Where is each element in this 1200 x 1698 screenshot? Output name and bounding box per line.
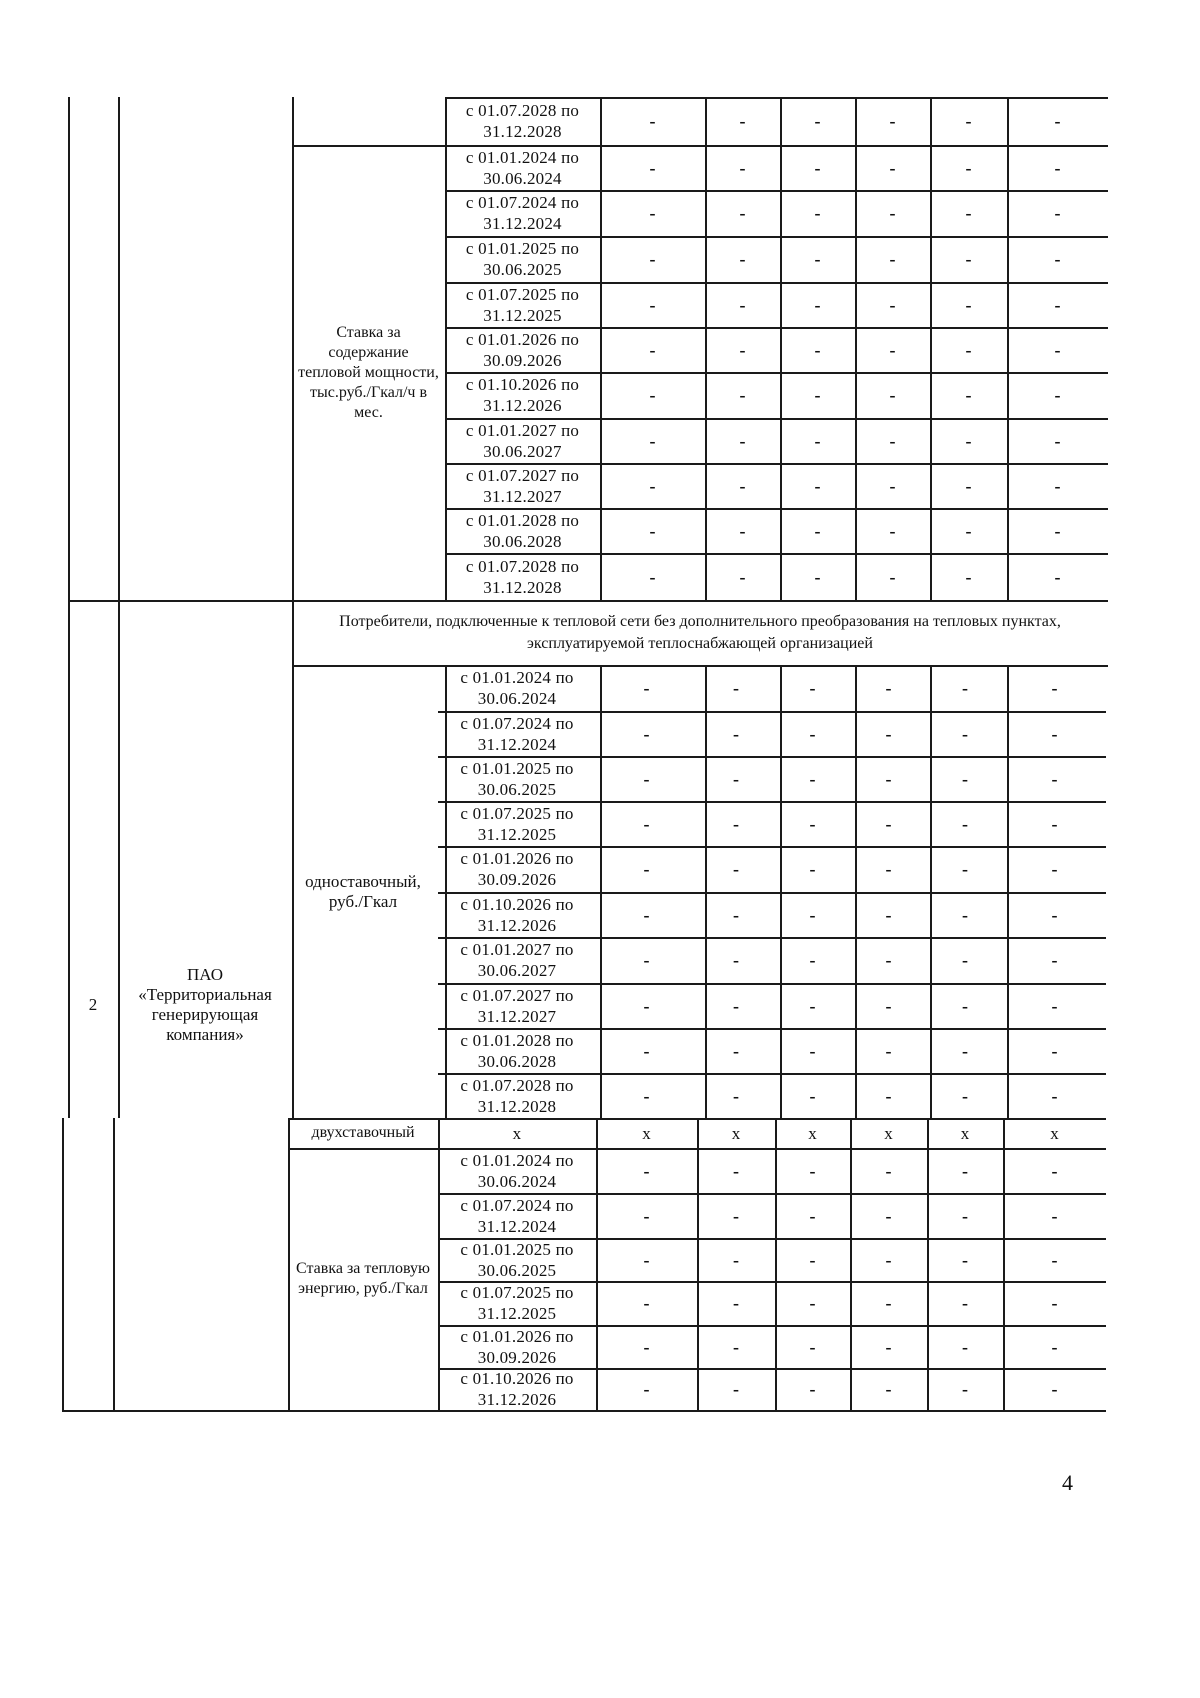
- tariff-value-cell: -: [885, 904, 892, 925]
- tariff-value-cell: -: [809, 1293, 816, 1313]
- tariff-value-cell: -: [733, 1085, 739, 1106]
- tariff-value-cell: -: [885, 950, 892, 970]
- tariff-value-cell: -: [643, 723, 650, 744]
- tariff-value-cell: -: [889, 294, 896, 315]
- table-border: [68, 600, 70, 1118]
- table-border: [438, 1118, 440, 1410]
- tariff-value-cell: x: [884, 1123, 893, 1143]
- tariff-value-cell: -: [965, 520, 972, 541]
- table-border: [855, 97, 857, 600]
- table-border: [930, 97, 932, 600]
- rate-label: Ставка за содержание тепловой мощности, тыс.руб./Гкал/ч в мес.: [298, 323, 439, 421]
- tariff-value-cell: -: [643, 813, 650, 834]
- tariff-value-cell: -: [885, 1293, 892, 1313]
- tariff-value-cell: -: [733, 1336, 739, 1357]
- tariff-value-cell: -: [733, 1040, 739, 1061]
- tariff-value-cell: -: [962, 1040, 968, 1061]
- table-border: [927, 1118, 929, 1410]
- table-border: [780, 97, 782, 600]
- tariff-value-cell: -: [885, 723, 892, 744]
- tariff-value-cell: -: [733, 813, 739, 834]
- tariff-value-cell: -: [733, 1379, 739, 1399]
- table-border: [445, 372, 1108, 374]
- tariff-value-cell: -: [965, 475, 972, 496]
- tariff-value-cell: -: [1051, 950, 1058, 970]
- tariff-value-cell: -: [814, 385, 821, 405]
- tariff-value-cell: -: [649, 203, 656, 223]
- tariff-value-cell: -: [962, 1205, 968, 1226]
- tariff-value-cell: -: [809, 859, 816, 879]
- table-border: [775, 1118, 777, 1410]
- tariff-value-cell: -: [733, 678, 739, 698]
- tariff-value-cell: -: [962, 995, 968, 1016]
- table-border: [445, 97, 1108, 99]
- tariff-value-cell: -: [885, 678, 892, 698]
- tariff-value-cell: -: [885, 1085, 892, 1106]
- tariff-value-cell: -: [962, 813, 968, 834]
- table-border: [62, 1410, 1106, 1412]
- tariff-value-cell: -: [649, 385, 656, 405]
- tariff-value-cell: -: [733, 995, 739, 1016]
- period-cell: с 01.01.2028 по 30.06.2028: [460, 1030, 574, 1071]
- tariff-value-cell: -: [1054, 157, 1061, 178]
- table-border: [1003, 1118, 1005, 1410]
- tariff-value-cell: -: [814, 111, 821, 131]
- tariff-value-cell: -: [889, 385, 896, 405]
- tariff-value-cell: -: [643, 950, 650, 970]
- tariff-value-cell: -: [885, 1040, 892, 1061]
- tariff-value-cell: -: [643, 678, 650, 698]
- tariff-value-cell: -: [965, 566, 972, 587]
- tariff-value-cell: -: [739, 520, 746, 541]
- tariff-value-cell: -: [814, 249, 821, 269]
- tariff-value-cell: -: [814, 339, 821, 360]
- period-cell: с 01.01.2026 по 30.09.2026: [460, 1326, 574, 1367]
- tariff-value-cell: -: [1054, 566, 1061, 587]
- table-border: [445, 97, 447, 600]
- tariff-value-cell: -: [1054, 339, 1061, 360]
- tariff-value-cell: -: [809, 1160, 816, 1181]
- table-border: [445, 236, 1108, 238]
- period-cell: x: [512, 1123, 522, 1143]
- table-border: [68, 97, 70, 600]
- tariff-value-cell: -: [889, 111, 896, 131]
- period-cell: с 01.07.2025 по 31.12.2025: [460, 1283, 574, 1323]
- tariff-value-cell: -: [1051, 1160, 1058, 1181]
- tariff-value-cell: -: [1051, 995, 1058, 1016]
- tariff-value-cell: -: [962, 859, 968, 879]
- tariff-value-cell: -: [962, 1085, 968, 1106]
- tariff-value-cell: -: [962, 678, 968, 698]
- table-border: [1007, 665, 1009, 1118]
- tariff-value-cell: -: [1051, 813, 1058, 834]
- tariff-value-cell: -: [733, 859, 739, 879]
- period-cell: с 01.01.2026 по 30.09.2026: [460, 849, 574, 889]
- tariff-value-cell: -: [885, 995, 892, 1016]
- tariff-value-cell: -: [1054, 385, 1061, 405]
- tariff-value-cell: -: [885, 813, 892, 834]
- tariff-value-cell: -: [889, 520, 896, 541]
- rate-label: одноставочный, руб./Гкал: [305, 871, 421, 911]
- tariff-value-cell: -: [809, 1040, 816, 1061]
- table-border: [292, 145, 1108, 147]
- tariff-value-cell: -: [1054, 475, 1061, 496]
- tariff-value-cell: -: [965, 385, 972, 405]
- tariff-value-cell: -: [962, 1379, 968, 1399]
- period-cell: с 01.01.2027 по 30.06.2027: [460, 940, 574, 980]
- tariff-value-cell: -: [643, 904, 650, 925]
- organization-name: ПАО «Территориальная генерирующая компания»: [138, 965, 272, 1044]
- tariff-value-cell: -: [649, 339, 656, 360]
- tariff-value-cell: -: [809, 1085, 816, 1106]
- period-cell: с 01.01.2028 по 30.06.2028: [465, 510, 580, 551]
- tariff-value-cell: -: [643, 995, 650, 1016]
- tariff-value-cell: -: [643, 1085, 650, 1106]
- tariff-value-cell: -: [643, 1205, 650, 1226]
- tariff-value-cell: -: [1051, 1040, 1058, 1061]
- tariff-value-cell: -: [889, 157, 896, 178]
- tariff-value-cell: -: [885, 768, 892, 789]
- tariff-value-cell: -: [739, 249, 746, 269]
- tariff-value-cell: -: [809, 723, 816, 744]
- tariff-value-cell: -: [809, 1249, 816, 1270]
- table-border: [596, 1118, 598, 1410]
- period-cell: с 01.07.2028 по 31.12.2028: [465, 101, 580, 141]
- tariff-value-cell: -: [733, 1293, 739, 1313]
- tariff-value-cell: x: [642, 1123, 651, 1143]
- tariff-value-cell: -: [733, 1160, 739, 1181]
- table-border: [445, 327, 1108, 329]
- tariff-value-cell: -: [962, 950, 968, 970]
- tariff-value-cell: -: [809, 950, 816, 970]
- table-border: [930, 665, 932, 1118]
- table-border: [445, 418, 1108, 420]
- period-cell: с 01.10.2026 по 31.12.2026: [465, 375, 580, 415]
- period-cell: с 01.07.2028 по 31.12.2028: [460, 1075, 574, 1116]
- page-number: 4: [1062, 1470, 1073, 1495]
- two-rate-label: двухставочный: [311, 1124, 415, 1141]
- tariff-value-cell: -: [1051, 768, 1058, 789]
- table-border: [445, 282, 1108, 284]
- tariff-value-cell: -: [809, 768, 816, 789]
- period-cell: с 01.01.2024 по 30.06.2024: [460, 668, 574, 708]
- tariff-value-cell: -: [1051, 859, 1058, 879]
- period-cell: с 01.07.2024 по 31.12.2024: [460, 713, 574, 754]
- table-border: [1007, 97, 1009, 600]
- tariff-value-cell: -: [809, 995, 816, 1016]
- tariff-value-cell: -: [643, 1336, 650, 1357]
- period-cell: с 01.01.2024 по 30.06.2024: [460, 1150, 574, 1191]
- tariff-value-cell: -: [1051, 1293, 1058, 1313]
- tariff-value-cell: -: [649, 566, 656, 587]
- table-border: [292, 97, 294, 600]
- tariff-value-cell: -: [814, 475, 821, 496]
- period-cell: с 01.07.2025 по 31.12.2025: [460, 803, 574, 844]
- table-border: [445, 508, 1108, 510]
- tariff-value-cell: -: [1054, 430, 1061, 451]
- tariff-value-cell: -: [649, 520, 656, 541]
- table-border: [445, 463, 1108, 465]
- tariff-value-cell: -: [962, 1249, 968, 1270]
- table-border: [855, 665, 857, 1118]
- period-cell: с 01.10.2026 по 31.12.2026: [460, 1369, 574, 1409]
- tariff-value-cell: -: [809, 1379, 816, 1399]
- tariff-value-cell: -: [739, 475, 746, 496]
- table-border: [118, 600, 120, 1118]
- period-cell: с 01.01.2024 по 30.06.2024: [465, 147, 580, 188]
- tariff-value-cell: -: [814, 430, 821, 451]
- table-border: [445, 553, 1108, 555]
- tariff-value-cell: -: [739, 157, 746, 178]
- period-cell: с 01.07.2025 по 31.12.2025: [465, 284, 580, 325]
- tariff-value-cell: -: [1051, 1205, 1058, 1226]
- tariff-value-cell: -: [643, 1160, 650, 1181]
- table-border: [445, 190, 1108, 192]
- tariff-value-cell: -: [962, 1160, 968, 1181]
- tariff-value-cell: -: [739, 294, 746, 315]
- tariff-value-cell: x: [808, 1123, 817, 1143]
- table-border: [62, 1118, 64, 1410]
- period-cell: с 01.07.2024 по 31.12.2024: [465, 193, 580, 233]
- tariff-value-cell: -: [739, 339, 746, 360]
- tariff-value-cell: -: [889, 430, 896, 451]
- table-border: [705, 97, 707, 600]
- tariff-value-cell: x: [1050, 1123, 1059, 1143]
- tariff-value-cell: -: [962, 768, 968, 789]
- tariff-value-cell: -: [965, 111, 972, 131]
- tariff-value-cell: -: [1054, 294, 1061, 315]
- tariff-value-cell: -: [643, 859, 650, 879]
- table-border: [600, 665, 602, 1118]
- tariff-value-cell: -: [1051, 1379, 1058, 1399]
- tariff-value-cell: -: [649, 430, 656, 451]
- tariff-value-cell: -: [649, 157, 656, 178]
- table-border: [288, 1118, 290, 1410]
- tariff-value-cell: -: [1051, 904, 1058, 925]
- table-border: [600, 97, 602, 600]
- tariff-value-cell: -: [1054, 111, 1061, 131]
- tariff-value-cell: -: [649, 249, 656, 269]
- tariff-value-cell: -: [1051, 1249, 1058, 1270]
- tariff-value-cell: -: [1051, 1336, 1058, 1357]
- tariff-value-cell: -: [889, 475, 896, 496]
- tariff-value-cell: -: [809, 678, 816, 698]
- period-cell: с 01.01.2026 по 30.09.2026: [465, 329, 580, 370]
- period-cell: с 01.01.2027 по 30.06.2027: [465, 420, 580, 461]
- tariff-value-cell: -: [814, 566, 821, 587]
- period-cell: с 01.07.2027 по 31.12.2027: [465, 465, 580, 506]
- tariff-value-cell: -: [739, 203, 746, 223]
- tariff-value-cell: -: [1051, 678, 1058, 698]
- period-cell: с 01.07.2028 по 31.12.2028: [465, 556, 580, 597]
- tariff-value-cell: -: [965, 430, 972, 451]
- tariff-value-cell: -: [814, 203, 821, 223]
- tariff-value-cell: -: [733, 1249, 739, 1270]
- tariff-value-cell: -: [739, 111, 746, 131]
- period-cell: с 01.01.2025 по 30.06.2025: [460, 758, 574, 799]
- tariff-value-cell: -: [739, 385, 746, 405]
- table-border: [445, 665, 447, 1118]
- table-border: [705, 665, 707, 1118]
- period-cell: с 01.01.2025 по 30.06.2025: [460, 1239, 574, 1280]
- period-cell: с 01.01.2025 по 30.06.2025: [465, 239, 580, 279]
- tariff-value-cell: -: [965, 157, 972, 178]
- tariff-value-cell: -: [733, 768, 739, 789]
- rate-label: Ставка за тепловую энергию, руб./Гкал: [296, 1260, 430, 1297]
- tariff-value-cell: -: [739, 430, 746, 451]
- tariff-value-cell: -: [962, 1336, 968, 1357]
- tariff-value-cell: -: [965, 294, 972, 315]
- period-cell: с 01.07.2027 по 31.12.2027: [460, 985, 574, 1026]
- tariff-value-cell: -: [1054, 203, 1061, 223]
- tariff-value-cell: -: [649, 294, 656, 315]
- tariff-value-cell: -: [965, 249, 972, 269]
- tariff-value-cell: -: [643, 1249, 650, 1270]
- tariff-value-cell: -: [885, 1205, 892, 1226]
- tariff-value-cell: -: [965, 203, 972, 223]
- table-border: [780, 665, 782, 1118]
- tariff-value-cell: -: [885, 859, 892, 879]
- tariff-value-cell: -: [643, 1379, 650, 1399]
- tariff-value-cell: -: [733, 950, 739, 970]
- row-number: 2: [88, 995, 98, 1014]
- tariff-value-cell: -: [962, 1293, 968, 1313]
- tariff-value-cell: -: [739, 566, 746, 587]
- tariff-value-cell: -: [809, 1336, 816, 1357]
- table-border: [697, 1118, 699, 1410]
- consumer-category-banner: Потребители, подключенные к тепловой сети без дополнительного преобразования на тепловых пунктах, эксплуатируемой теплоснабжающей организацией: [339, 612, 1061, 652]
- tariff-value-cell: -: [643, 1040, 650, 1061]
- table-border: [113, 1118, 115, 1410]
- tariff-value-cell: -: [1051, 723, 1058, 744]
- tariff-value-cell: -: [814, 520, 821, 541]
- period-cell: с 01.07.2024 по 31.12.2024: [460, 1195, 574, 1236]
- tariff-value-cell: -: [733, 1205, 739, 1226]
- tariff-value-cell: x: [731, 1123, 741, 1143]
- tariff-value-cell: -: [814, 294, 821, 315]
- tariff-value-cell: -: [649, 475, 656, 496]
- tariff-value-cell: -: [885, 1160, 892, 1181]
- tariff-value-cell: -: [962, 904, 968, 925]
- table-border: [292, 600, 294, 1118]
- tariff-value-cell: -: [649, 111, 656, 131]
- tariff-value-cell: -: [889, 203, 896, 223]
- tariff-value-cell: -: [965, 339, 972, 360]
- table-border: [118, 97, 120, 600]
- tariff-value-cell: -: [809, 813, 816, 834]
- table-border: [850, 1118, 852, 1410]
- tariff-value-cell: -: [885, 1379, 892, 1399]
- tariff-value-cell: -: [1051, 1085, 1058, 1106]
- tariff-value-cell: -: [889, 339, 896, 360]
- tariff-value-cell: -: [962, 723, 968, 744]
- tariff-value-cell: -: [889, 249, 896, 269]
- tariff-value-cell: -: [643, 768, 650, 789]
- tariff-value-cell: x: [960, 1123, 970, 1143]
- period-cell: с 01.10.2026 по 31.12.2026: [460, 894, 574, 935]
- tariff-value-cell: -: [733, 904, 739, 925]
- tariff-value-cell: -: [889, 566, 896, 587]
- tariff-value-cell: -: [809, 1205, 816, 1226]
- tariff-value-cell: -: [885, 1336, 892, 1357]
- tariff-value-cell: -: [733, 723, 739, 744]
- tariff-value-cell: -: [1054, 520, 1061, 541]
- tariff-value-cell: -: [885, 1249, 892, 1270]
- tariff-value-cell: -: [809, 904, 816, 925]
- tariff-value-cell: -: [643, 1293, 650, 1313]
- tariff-value-cell: -: [1054, 249, 1061, 269]
- tariff-value-cell: -: [814, 157, 821, 178]
